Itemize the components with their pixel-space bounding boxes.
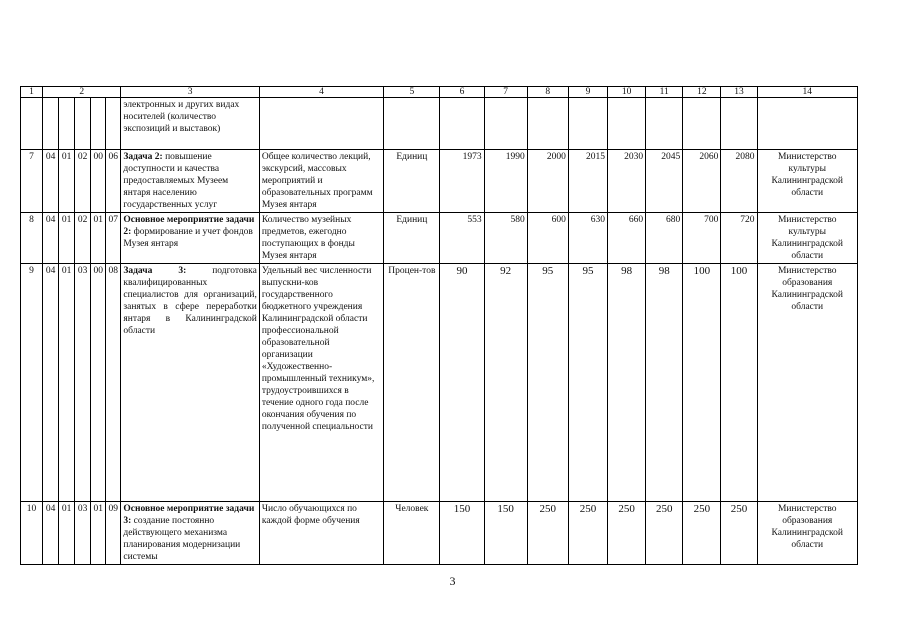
task-lead: Задача 3: — [123, 266, 187, 276]
value-cell: 630 — [568, 213, 607, 264]
code-cell: 01 — [59, 150, 75, 213]
unit-cell: Процен-тов — [384, 264, 440, 502]
value-cell: 2030 — [608, 150, 646, 213]
header-col-13: 13 — [721, 87, 757, 98]
code-cell: 04 — [43, 213, 59, 264]
responsible-cell: Министерство культуры Калининградской области — [757, 213, 858, 264]
task-cell — [121, 150, 259, 213]
responsible-cell: Министерство культуры Калининградской области — [757, 150, 858, 213]
value-cell: 580 — [484, 213, 527, 264]
header-col-6: 6 — [440, 87, 484, 98]
unit-cell: Единиц — [384, 213, 440, 264]
value-cell: 2080 — [721, 150, 757, 213]
header-col-7: 7 — [484, 87, 527, 98]
code-cell: 01 — [59, 213, 75, 264]
task-cell — [121, 264, 259, 502]
indicator-cell: Количество музейных предметов, ежегодно поступающих в фонды Музея янтаря — [259, 213, 383, 264]
code-cell: 01 — [59, 264, 75, 502]
code-cell: 02 — [75, 213, 91, 264]
value-cell: 90 — [440, 264, 484, 502]
header-col-9: 9 — [568, 87, 607, 98]
value-cell: 2000 — [527, 150, 568, 213]
task-lead: Основное мероприятие задачи 2: — [123, 215, 255, 237]
value-cell: 250 — [646, 502, 683, 565]
code-cell: 01 — [59, 502, 75, 565]
task-text: создание постоянно действующего механизма планирования модернизации системы — [123, 516, 241, 562]
value-cell: 100 — [721, 264, 757, 502]
task-lead: Основное мероприятие задачи 3: — [123, 504, 255, 526]
code-cell: 04 — [43, 502, 59, 565]
value-cell: 95 — [568, 264, 607, 502]
row-number: 9 — [21, 264, 43, 502]
value-cell: 2045 — [646, 150, 683, 213]
header-col-14: 14 — [757, 87, 858, 98]
header-col-12: 12 — [683, 87, 721, 98]
value-cell: 150 — [484, 502, 527, 565]
code-cell: 01 — [91, 502, 106, 565]
task-text: формирование и учет фондов Музея янтаря — [123, 227, 253, 249]
document-table — [20, 86, 858, 565]
code-cell: 04 — [43, 150, 59, 213]
table-row — [21, 502, 858, 565]
task-cell — [121, 502, 259, 565]
header-col-2: 2 — [43, 87, 121, 98]
row-number: 10 — [21, 502, 43, 565]
code-cell: 04 — [43, 264, 59, 502]
code-cell: 00 — [91, 150, 106, 213]
row-number: 8 — [21, 213, 43, 264]
code-cell: 06 — [106, 150, 121, 213]
code-cell: 02 — [75, 150, 91, 213]
value-cell: 250 — [683, 502, 721, 565]
header-col-1: 1 — [21, 87, 43, 98]
value-cell: 553 — [440, 213, 484, 264]
value-cell: 250 — [721, 502, 757, 565]
header-col-11: 11 — [646, 87, 683, 98]
code-cell: 00 — [91, 264, 106, 502]
value-cell: 660 — [608, 213, 646, 264]
value-cell: 1973 — [440, 150, 484, 213]
code-cell: 03 — [75, 264, 91, 502]
task-cell — [121, 213, 259, 264]
code-cell: 03 — [75, 502, 91, 565]
header-col-4: 4 — [259, 87, 383, 98]
task-text: повышение доступности и качества предоставляемых Музеем янтаря населению государственных услуг — [123, 152, 229, 210]
value-cell: 250 — [527, 502, 568, 565]
table-row — [21, 150, 858, 213]
value-cell: 2015 — [568, 150, 607, 213]
header-col-3: 3 — [121, 87, 259, 98]
table-row — [21, 264, 858, 502]
value-cell: 92 — [484, 264, 527, 502]
value-cell: 1990 — [484, 150, 527, 213]
header-col-8: 8 — [527, 87, 568, 98]
value-cell: 100 — [683, 264, 721, 502]
code-cell: 01 — [91, 213, 106, 264]
value-cell: 700 — [683, 213, 721, 264]
value-cell: 250 — [608, 502, 646, 565]
code-cell: 08 — [106, 264, 121, 502]
value-cell: 98 — [608, 264, 646, 502]
task-lead: Задача 2: — [123, 152, 163, 162]
responsible-cell: Министерство образования Калининградской области — [757, 502, 858, 565]
page-number: 3 — [449, 574, 456, 588]
value-cell: 2060 — [683, 150, 721, 213]
indicator-cell: Удельный вес численности выпускни-ков государственного бюджетного учреждения Калининградской области профессиональной образовательной организации «Художественно-промышленный техникум», трудоустроившихся в течение одного года после окончания обучения по полученной специальности — [259, 264, 383, 502]
unit-cell: Человек — [384, 502, 440, 565]
value-cell: 95 — [527, 264, 568, 502]
responsible-cell: Министерство образования Калининградской области — [757, 264, 858, 502]
indicator-cell: Общее количество лекций, экскурсий, массовых мероприятий и образовательных программ Музея янтаря — [259, 150, 383, 213]
value-cell: 680 — [646, 213, 683, 264]
table-row — [21, 213, 858, 264]
code-cell: 09 — [106, 502, 121, 565]
value-cell: 720 — [721, 213, 757, 264]
task-cell: электронных и других видах носителей (количество экспозиций и выставок) — [121, 98, 259, 150]
value-cell: 600 — [527, 213, 568, 264]
unit-cell: Единиц — [384, 150, 440, 213]
value-cell: 98 — [646, 264, 683, 502]
code-cell: 07 — [106, 213, 121, 264]
header-row — [21, 87, 858, 98]
header-col-5: 5 — [384, 87, 440, 98]
task-text: подготовка квалифицированных специалистов для организаций, занятых в сфере переработки янтаря в Калининградской области — [123, 266, 257, 336]
row-number: 7 — [21, 150, 43, 213]
table-row-continuation — [21, 98, 858, 150]
indicator-cell: Число обучающихся по каждой форме обучения — [259, 502, 383, 565]
header-col-10: 10 — [608, 87, 646, 98]
value-cell: 250 — [568, 502, 607, 565]
value-cell: 150 — [440, 502, 484, 565]
